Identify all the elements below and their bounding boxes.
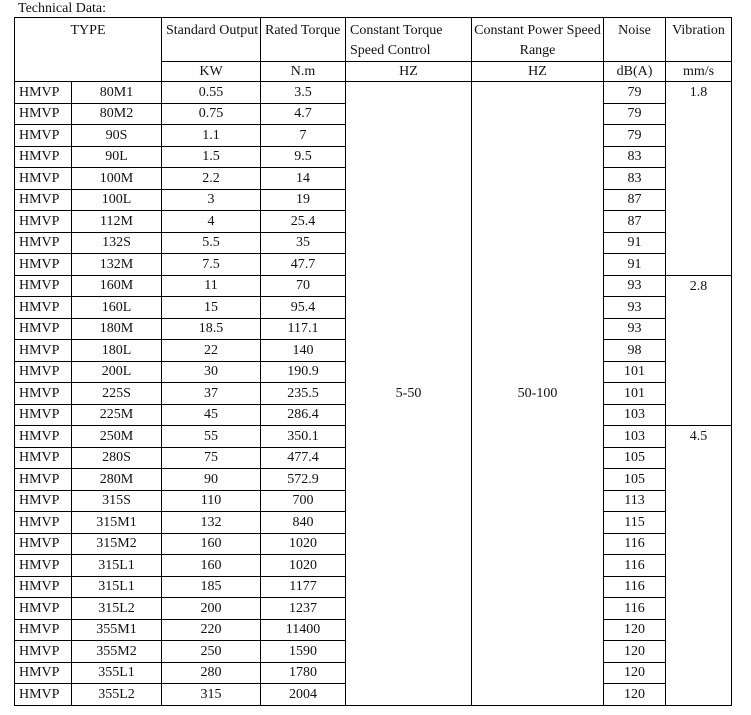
cell-standard-output: 250 (162, 641, 261, 663)
cell-series: HMVP (15, 82, 72, 104)
cell-noise: 101 (604, 383, 666, 405)
cell-noise: 116 (604, 576, 666, 598)
cell-standard-output: 185 (162, 576, 261, 598)
cell-frame: 200L (72, 361, 162, 383)
cell-rated-torque: 14 (261, 168, 346, 190)
cell-rated-torque: 700 (261, 490, 346, 512)
cell-frame: 315L1 (72, 555, 162, 577)
cell-standard-output: 160 (162, 555, 261, 577)
cell-rated-torque: 840 (261, 512, 346, 534)
cell-noise: 105 (604, 469, 666, 491)
table-caption: Technical Data: (18, 1, 107, 16)
cell-rated-torque: 4.7 (261, 103, 346, 125)
cell-standard-output: 0.75 (162, 103, 261, 125)
cell-noise: 93 (604, 297, 666, 319)
cell-series: HMVP (15, 318, 72, 340)
cell-standard-output: 1.5 (162, 146, 261, 168)
cell-series: HMVP (15, 533, 72, 555)
cell-standard-output: 1.1 (162, 125, 261, 147)
cell-frame: 315S (72, 490, 162, 512)
unit-torque-speed: HZ (346, 62, 472, 82)
cell-frame: 315L1 (72, 576, 162, 598)
cell-rated-torque: 47.7 (261, 254, 346, 276)
cell-noise: 87 (604, 189, 666, 211)
cell-standard-output: 22 (162, 340, 261, 362)
cell-noise: 103 (604, 404, 666, 426)
cell-standard-output: 160 (162, 533, 261, 555)
cell-standard-output: 7.5 (162, 254, 261, 276)
cell-standard-output: 5.5 (162, 232, 261, 254)
cell-series: HMVP (15, 426, 72, 448)
cell-rated-torque: 7 (261, 125, 346, 147)
cell-noise: 113 (604, 490, 666, 512)
cell-frame: 225S (72, 383, 162, 405)
cell-constant-torque-speed-control: 5-50 (346, 82, 472, 706)
cell-series: HMVP (15, 662, 72, 684)
cell-series: HMVP (15, 103, 72, 125)
cell-series: HMVP (15, 447, 72, 469)
cell-vibration: 2.8 (666, 275, 732, 426)
cell-noise: 79 (604, 103, 666, 125)
cell-frame: 315M2 (72, 533, 162, 555)
cell-series: HMVP (15, 576, 72, 598)
cell-rated-torque: 70 (261, 275, 346, 297)
cell-standard-output: 2.2 (162, 168, 261, 190)
cell-noise: 87 (604, 211, 666, 233)
cell-standard-output: 55 (162, 426, 261, 448)
cell-noise: 79 (604, 125, 666, 147)
cell-frame: 100L (72, 189, 162, 211)
cell-rated-torque: 25.4 (261, 211, 346, 233)
cell-noise: 120 (604, 684, 666, 706)
cell-noise: 98 (604, 340, 666, 362)
cell-noise: 116 (604, 533, 666, 555)
cell-noise: 83 (604, 168, 666, 190)
cell-noise: 120 (604, 662, 666, 684)
cell-frame: 132M (72, 254, 162, 276)
cell-series: HMVP (15, 232, 72, 254)
cell-rated-torque: 1020 (261, 533, 346, 555)
cell-series: HMVP (15, 211, 72, 233)
cell-frame: 225M (72, 404, 162, 426)
header-vibration: Vibration (666, 18, 732, 62)
cell-rated-torque: 286.4 (261, 404, 346, 426)
table-body (15, 18, 732, 706)
cell-standard-output: 37 (162, 383, 261, 405)
cell-rated-torque: 117.1 (261, 318, 346, 340)
cell-standard-output: 4 (162, 211, 261, 233)
unit-vibration: mm/s (666, 62, 732, 82)
cell-standard-output: 30 (162, 361, 261, 383)
cell-rated-torque: 9.5 (261, 146, 346, 168)
cell-noise: 79 (604, 82, 666, 104)
cell-rated-torque: 190.9 (261, 361, 346, 383)
cell-series: HMVP (15, 340, 72, 362)
cell-rated-torque: 2004 (261, 684, 346, 706)
header-rated-torque: Rated Torque (261, 18, 346, 62)
cell-frame: 280M (72, 469, 162, 491)
header-row (15, 18, 732, 62)
cell-constant-power-speed-range: 50-100 (472, 82, 604, 706)
cell-series: HMVP (15, 125, 72, 147)
cell-rated-torque: 235.5 (261, 383, 346, 405)
cell-frame: 315M1 (72, 512, 162, 534)
header-noise: Noise (604, 18, 666, 62)
cell-noise: 120 (604, 619, 666, 641)
cell-series: HMVP (15, 361, 72, 383)
cell-frame: 90S (72, 125, 162, 147)
cell-frame: 315L2 (72, 598, 162, 620)
cell-noise: 105 (604, 447, 666, 469)
cell-frame: 355M2 (72, 641, 162, 663)
cell-rated-torque: 1780 (261, 662, 346, 684)
cell-series: HMVP (15, 146, 72, 168)
cell-noise: 101 (604, 361, 666, 383)
cell-standard-output: 15 (162, 297, 261, 319)
cell-standard-output: 11 (162, 275, 261, 297)
cell-noise: 83 (604, 146, 666, 168)
cell-rated-torque: 1237 (261, 598, 346, 620)
cell-noise: 116 (604, 598, 666, 620)
cell-series: HMVP (15, 619, 72, 641)
unit-power-range: HZ (472, 62, 604, 82)
cell-series: HMVP (15, 189, 72, 211)
cell-frame: 355M1 (72, 619, 162, 641)
cell-standard-output: 220 (162, 619, 261, 641)
cell-frame: 250M (72, 426, 162, 448)
cell-series: HMVP (15, 490, 72, 512)
cell-standard-output: 200 (162, 598, 261, 620)
cell-standard-output: 132 (162, 512, 261, 534)
cell-rated-torque: 1590 (261, 641, 346, 663)
cell-rated-torque: 477.4 (261, 447, 346, 469)
unit-torque: N.m (261, 62, 346, 82)
cell-rated-torque: 11400 (261, 619, 346, 641)
cell-vibration: 4.5 (666, 426, 732, 706)
cell-standard-output: 90 (162, 469, 261, 491)
cell-noise: 91 (604, 232, 666, 254)
cell-frame: 280S (72, 447, 162, 469)
cell-frame: 160M (72, 275, 162, 297)
cell-frame: 180L (72, 340, 162, 362)
cell-rated-torque: 35 (261, 232, 346, 254)
unit-noise: dB(A) (604, 62, 666, 82)
cell-frame: 180M (72, 318, 162, 340)
cell-frame: 160L (72, 297, 162, 319)
cell-standard-output: 110 (162, 490, 261, 512)
cell-series: HMVP (15, 641, 72, 663)
cell-frame: 100M (72, 168, 162, 190)
cell-rated-torque: 350.1 (261, 426, 346, 448)
table-row (15, 82, 732, 104)
cell-frame: 132S (72, 232, 162, 254)
cell-standard-output: 75 (162, 447, 261, 469)
cell-series: HMVP (15, 297, 72, 319)
technical-data-table (14, 17, 732, 706)
cell-noise: 91 (604, 254, 666, 276)
cell-frame: 355L1 (72, 662, 162, 684)
header-constant-torque-speed-control: Constant Torque Speed Control (346, 18, 472, 62)
unit-output: KW (162, 62, 261, 82)
header-type: TYPE (15, 18, 162, 82)
cell-standard-output: 0.55 (162, 82, 261, 104)
cell-series: HMVP (15, 168, 72, 190)
cell-series: HMVP (15, 404, 72, 426)
cell-rated-torque: 1177 (261, 576, 346, 598)
cell-standard-output: 3 (162, 189, 261, 211)
cell-noise: 120 (604, 641, 666, 663)
cell-series: HMVP (15, 684, 72, 706)
cell-rated-torque: 572.9 (261, 469, 346, 491)
cell-noise: 103 (604, 426, 666, 448)
cell-noise: 115 (604, 512, 666, 534)
cell-standard-output: 18.5 (162, 318, 261, 340)
cell-rated-torque: 140 (261, 340, 346, 362)
header-constant-power-speed-range: Constant Power Speed Range (472, 18, 604, 62)
cell-noise: 93 (604, 275, 666, 297)
header-standard-output: Standard Output (162, 18, 261, 62)
cell-series: HMVP (15, 469, 72, 491)
cell-series: HMVP (15, 512, 72, 534)
cell-standard-output: 45 (162, 404, 261, 426)
cell-standard-output: 280 (162, 662, 261, 684)
cell-frame: 112M (72, 211, 162, 233)
cell-rated-torque: 95.4 (261, 297, 346, 319)
cell-standard-output: 315 (162, 684, 261, 706)
cell-series: HMVP (15, 254, 72, 276)
cell-frame: 80M1 (72, 82, 162, 104)
cell-vibration: 1.8 (666, 82, 732, 276)
cell-frame: 80M2 (72, 103, 162, 125)
cell-noise: 116 (604, 555, 666, 577)
cell-series: HMVP (15, 383, 72, 405)
cell-frame: 90L (72, 146, 162, 168)
cell-rated-torque: 1020 (261, 555, 346, 577)
cell-rated-torque: 19 (261, 189, 346, 211)
cell-rated-torque: 3.5 (261, 82, 346, 104)
cell-series: HMVP (15, 555, 72, 577)
cell-noise: 93 (604, 318, 666, 340)
cell-series: HMVP (15, 598, 72, 620)
cell-series: HMVP (15, 275, 72, 297)
cell-frame: 355L2 (72, 684, 162, 706)
